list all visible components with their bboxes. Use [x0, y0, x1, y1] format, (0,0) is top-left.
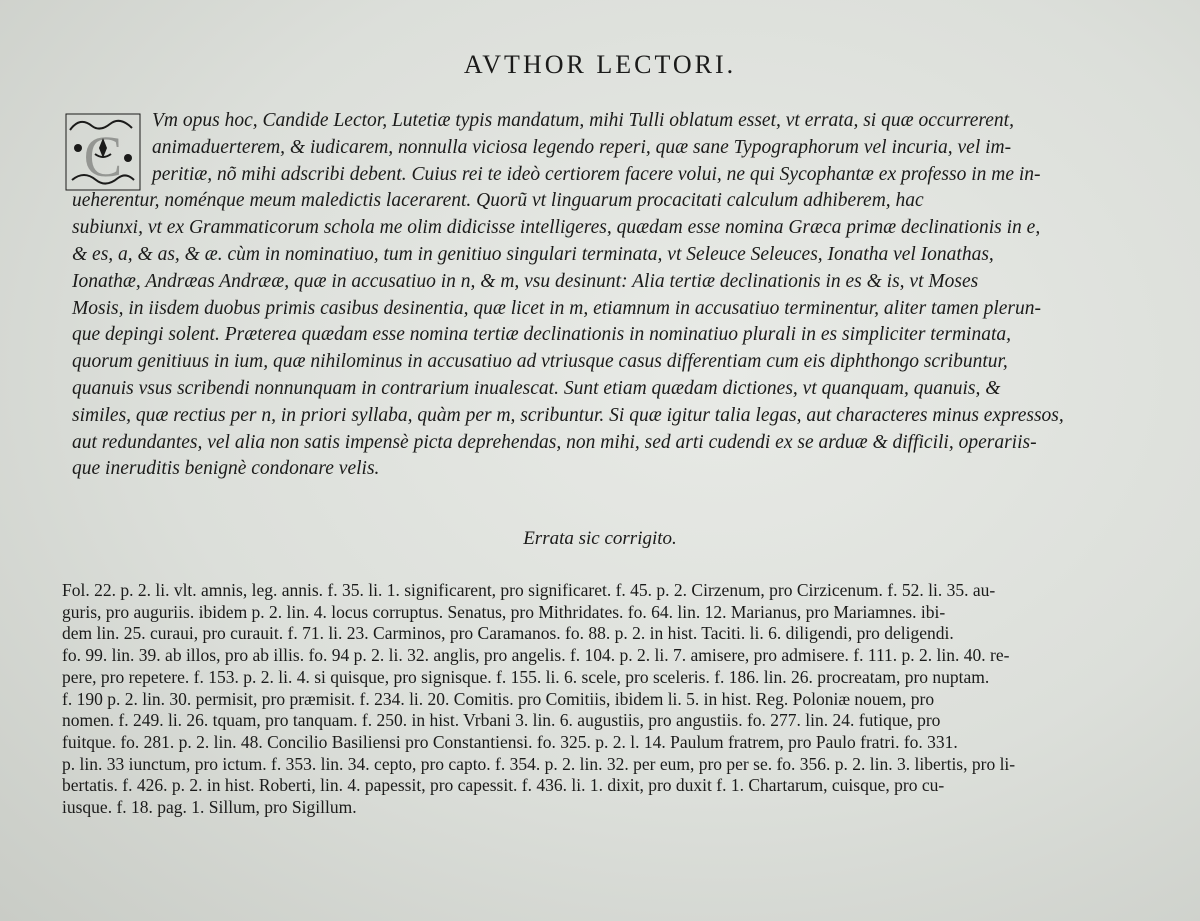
errata-line: bertatis. f. 426. p. 2. in hist. Roberti, lin. 4. papessit, pro capessit. f. 436. li. 1. dixit, pro duxit f. 1. Chartarum, cuisque, pro cu-: [62, 775, 945, 796]
text-line: ueherentur, noménque meum maledictis lacerarent. Quorũ vt linguarum procacitati calculum adhiberem, hac: [72, 190, 924, 212]
errata-line: p. lin. 33 iunctum, pro ictum. f. 353. lin. 34. cepto, pro capto. f. 354. p. 2. lin. 32. per eum, pro per se. fo. 356. p. 2. lin. 3. libertis, pro li-: [62, 753, 1016, 774]
text-line: & es, a, & as, & æ. cùm in nominatiuo, tum in genitiuo singulari terminata, vt Seleuce Seleuces, Ionatha vel Ionathas,: [72, 243, 994, 265]
preface-text: [72, 108, 1122, 483]
text-line: aut redundantes, vel alia non satis impensè picta deprehendas, non mihi, sed arti cudendi ex se arduæ & difficili, operariis-: [72, 431, 1037, 453]
errata-line: nomen. f. 249. li. 26. tquam, pro tanquam. f. 250. in hist. Vrbani 3. lin. 6. augustiis, pro angustiis. fo. 277. lin. 24. futique, pro: [62, 710, 941, 731]
text-line: que depingi solent. Præterea quædam esse nomina tertiæ declinationis in nominatiuo plurali in es simpliciter terminata,: [72, 324, 1012, 346]
errata-line: guris, pro auguriis. ibidem p. 2. lin. 4. locus corruptus. Senatus, pro Mithridates. fo. 64. lin. 12. Marianus, pro Mariamnes. ibi-: [62, 601, 946, 622]
text-line: similes, quæ rectius per n, in priori syllaba, quàm per m, scribuntur. Si quæ igitur talia legas, aut characteres minus expressos,: [72, 404, 1064, 426]
errata-list: [62, 580, 1142, 819]
errata-line: fo. 99. lin. 39. ab illos, pro ab illis. fo. 94 p. 2. li. 32. anglis, pro angelis. f. 104. p. 2. li. 7. amisere, pro admisere. f. 111. p. 2. lin. 40. re-: [62, 645, 1010, 666]
errata-line: pere, pro repetere. f. 153. p. 2. li. 4. si quisque, pro signisque. f. 155. li. 6. scele, pro sceleris. f. 186. lin. 26. procreatam, pro nuptam.: [62, 666, 990, 687]
errata-line: Fol. 22. p. 2. li. vlt. amnis, leg. annis. f. 35. li. 1. significarent, pro significaret. f. 45. p. 2. Cirzenum, pro Cirzicenum. f. 52. li. 35. au-: [62, 580, 996, 600]
errata-line: iusque. f. 18. pag. 1. Sillum, pro Sigillum.: [62, 797, 357, 818]
text-line: subiunxi, vt ex Grammaticorum schola me olim didicisse intelligeres, quædam esse nomina Græca primæ declinationis in e,: [72, 217, 1041, 239]
text-line: peritiæ, nõ mihi adscribi debent. Cuius rei te ideò certiorem facere volui, ne qui Sycophantæ ex professo in me in-: [152, 163, 1041, 185]
text-line: que ineruditis benignè condonare velis.: [72, 458, 380, 480]
errata-line: f. 190 p. 2. lin. 30. permisit, pro præmisit. f. 234. li. 20. Comitis. pro Comitiis, ibidem li. 5. in hist. Reg. Poloniæ nouem, pro: [62, 688, 935, 709]
text-line: quorum genitiuus in ium, quæ nihilominus in accusatiuo ad vtriusque casus differentiam cum eis diphthongo scribuntur,: [72, 351, 1008, 373]
errata-line: dem lin. 25. curaui, pro curauit. f. 71. li. 23. Carminos, pro Caramanos. fo. 88. p. 2. in hist. Taciti. li. 6. diligendi, pro deligendi.: [62, 623, 954, 644]
text-line: quanuis vsus scribendi nonnunquam in contrarium inualescat. Sunt etiam quædam dictiones, vt quanquam, quanuis, &: [72, 377, 1001, 399]
errata-heading: Errata sic corrigito.: [523, 528, 677, 549]
page-title: AVTHOR LECTORI.: [463, 50, 737, 79]
text-line: animaduerterem, & iudicarem, nonnulla viciosa legendo reperi, quæ sane Typographorum vel incuria, vel im-: [152, 136, 1012, 158]
text-line: Ionathæ, Andræas Andrææ, quæ in accusatiuo in n, & m, vsu desinunt: Alia tertiæ declinationis in es & is, vt Moses: [72, 270, 979, 292]
text-line: Mosis, in iisdem duobus primis casibus desinentia, quæ licet in m, etiamnum in accusatiuo terminentur, aliter tamen plerun-: [72, 297, 1041, 319]
svg-text:C: C: [83, 124, 123, 189]
text-line: Vm opus hoc, Candide Lector, Lutetiæ typis mandatum, mihi Tulli oblatum esset, vt errata, si quæ occurrerent,: [152, 110, 1014, 131]
errata-line: fuitque. fo. 281. p. 2. lin. 48. Concilio Basiliensi pro Constantiensi. fo. 325. p. 2. l. 14. Paulum fratrem, pro Paulo fratri. fo. 331.: [62, 731, 958, 752]
